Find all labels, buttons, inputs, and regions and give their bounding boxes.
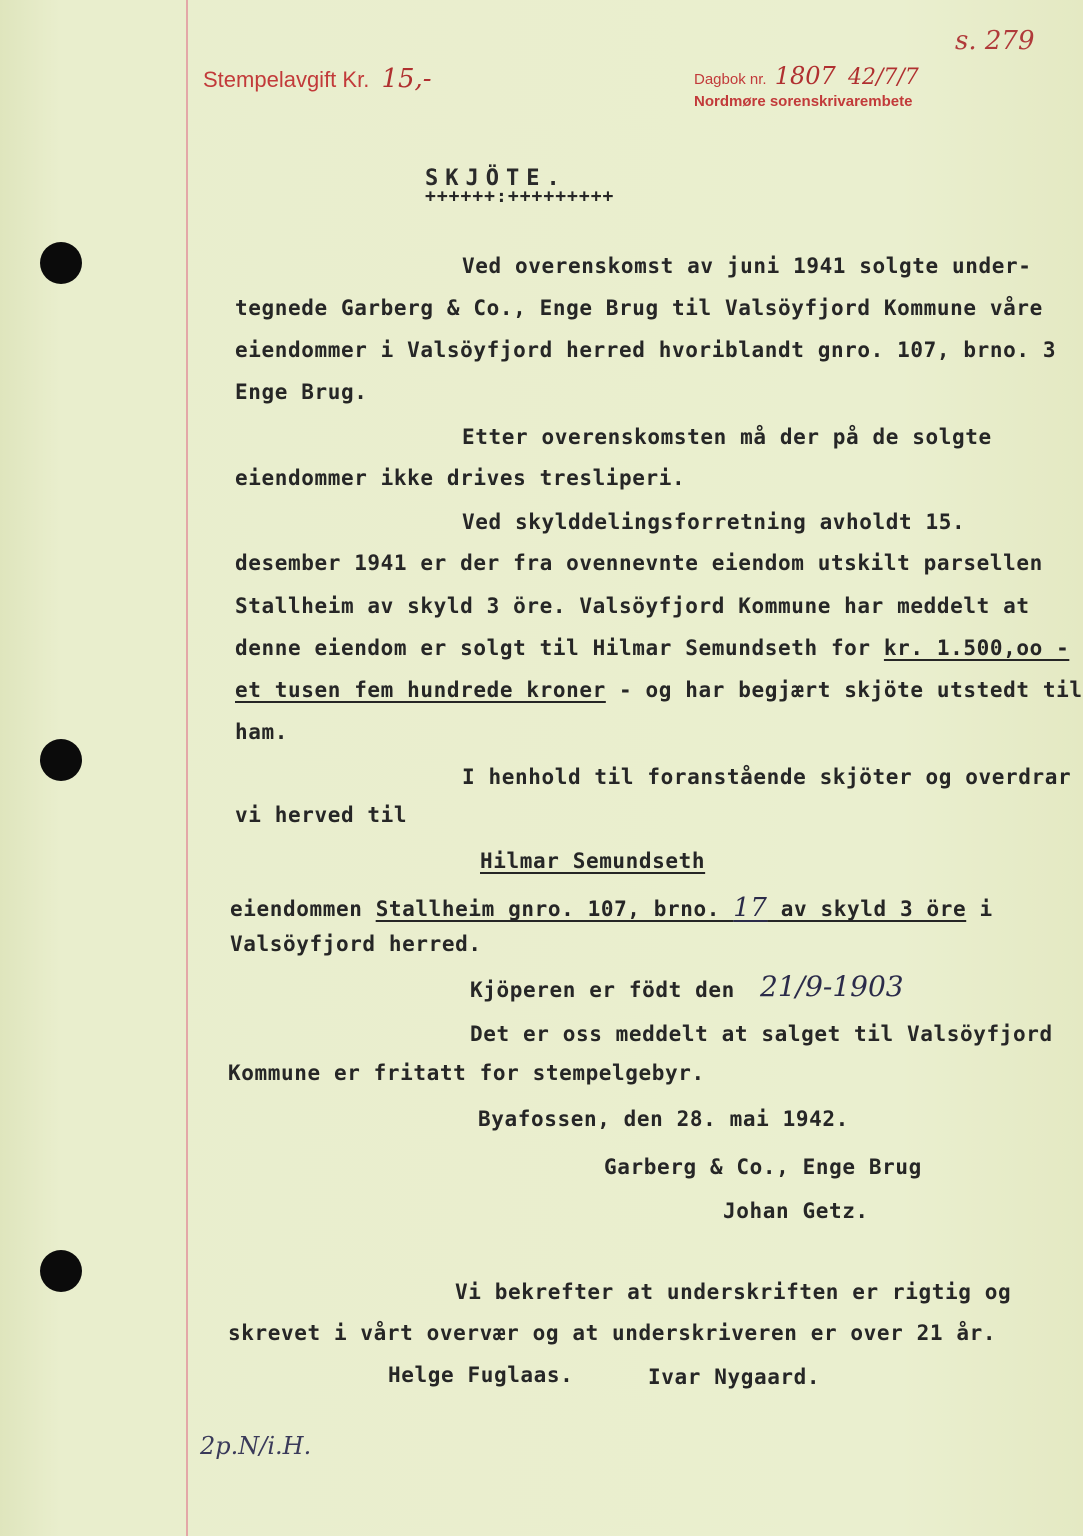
text-segment: denne eiendom er solgt til Hilmar Semundseth for <box>235 636 884 660</box>
property-skyld: av skyld 3 öre <box>767 897 967 921</box>
text-line: I henhold til foranstående skjöter og overdrar <box>462 765 1072 789</box>
handwritten-birth-date: 21/9-1903 <box>760 970 904 1003</box>
witness-1: Helge Fuglaas. <box>388 1363 574 1387</box>
text-line: vi herved til <box>235 803 408 827</box>
signer: Johan Getz. <box>723 1199 869 1223</box>
text-line: Etter overenskomsten må der på de solgte <box>462 425 992 449</box>
document-title: SKJÖTE. <box>425 166 567 191</box>
text-line: Enge Brug. <box>235 380 368 404</box>
dagbok-number: 1807 <box>774 62 836 90</box>
witness-2: Ivar Nygaard. <box>648 1365 821 1389</box>
punch-hole <box>40 739 82 781</box>
seller: Garberg & Co., Enge Brug <box>604 1155 922 1179</box>
text-line: Stallheim av skyld 3 öre. Valsöyfjord Kommune har meddelt at <box>235 594 1030 618</box>
text-line <box>235 636 1069 660</box>
title-decoration: ++++++:+++++++++ <box>425 186 615 207</box>
buyer-name: Hilmar Semundseth <box>480 849 706 873</box>
punch-hole <box>40 242 82 284</box>
stamp-fee <box>203 64 432 94</box>
birth-label: Kjöperen er födt den <box>470 978 735 1002</box>
text-line: Valsöyfjord herred. <box>230 932 482 956</box>
office-stamp: Nordmøre sorenskrivarembete <box>694 93 913 110</box>
handwritten-note: 2p.N/i.H. <box>200 1432 312 1460</box>
text-segment: - og har begjært skjöte utstedt til <box>605 678 1083 702</box>
text-line: Ved overenskomst av juni 1941 solgte under- <box>462 254 1032 278</box>
text-segment: eiendommen <box>230 897 376 921</box>
price-in-words: et tusen fem hundrede kroner <box>235 678 606 702</box>
text-line: Kommune er fritatt for stempelgebyr. <box>228 1061 705 1085</box>
text-segment: i <box>966 897 993 921</box>
text-line: eiendommer i Valsöyfjord herred hvoriblandt gnro. 107, brno. 3 <box>235 338 1057 362</box>
place-date: Byafossen, den 28. mai 1942. <box>478 1107 849 1131</box>
text-line: skrevet i vårt overvær og at underskriveren er over 21 år. <box>228 1321 997 1345</box>
price-amount: kr. 1.500,oo - <box>883 636 1070 660</box>
dagbok-date: 42/7/7 <box>847 65 919 90</box>
margin-rule <box>186 0 188 1536</box>
text-line <box>235 678 1083 702</box>
text-line: tegnede Garberg & Co., Enge Brug til Valsöyfjord Kommune våre <box>235 296 1043 320</box>
text-line: Ved skylddelingsforretning avholdt 15. <box>462 510 966 534</box>
dagbok-stamp <box>694 62 919 90</box>
handwritten-brno: 17 <box>733 893 768 923</box>
property-name: Stallheim gnro. 107, brno. <box>375 897 734 921</box>
text-line: eiendommer ikke drives tresliperi. <box>235 466 686 490</box>
page-reference: s. 279 <box>955 26 1035 56</box>
punch-hole <box>40 1250 82 1292</box>
property-line <box>230 893 993 923</box>
text-line: Det er oss meddelt at salget til Valsöyfjord <box>470 1022 1053 1046</box>
stamp-fee-label: Stempelavgift Kr. <box>203 67 370 92</box>
text-line: Vi bekrefter at underskriften er rigtig og <box>455 1280 1012 1304</box>
text-line: ham. <box>235 720 288 744</box>
dagbok-label: Dagbok nr. <box>694 71 767 88</box>
stamp-fee-value: 15,- <box>381 64 432 94</box>
text-line: desember 1941 er der fra ovennevnte eiendom utskilt parsellen <box>235 551 1043 575</box>
